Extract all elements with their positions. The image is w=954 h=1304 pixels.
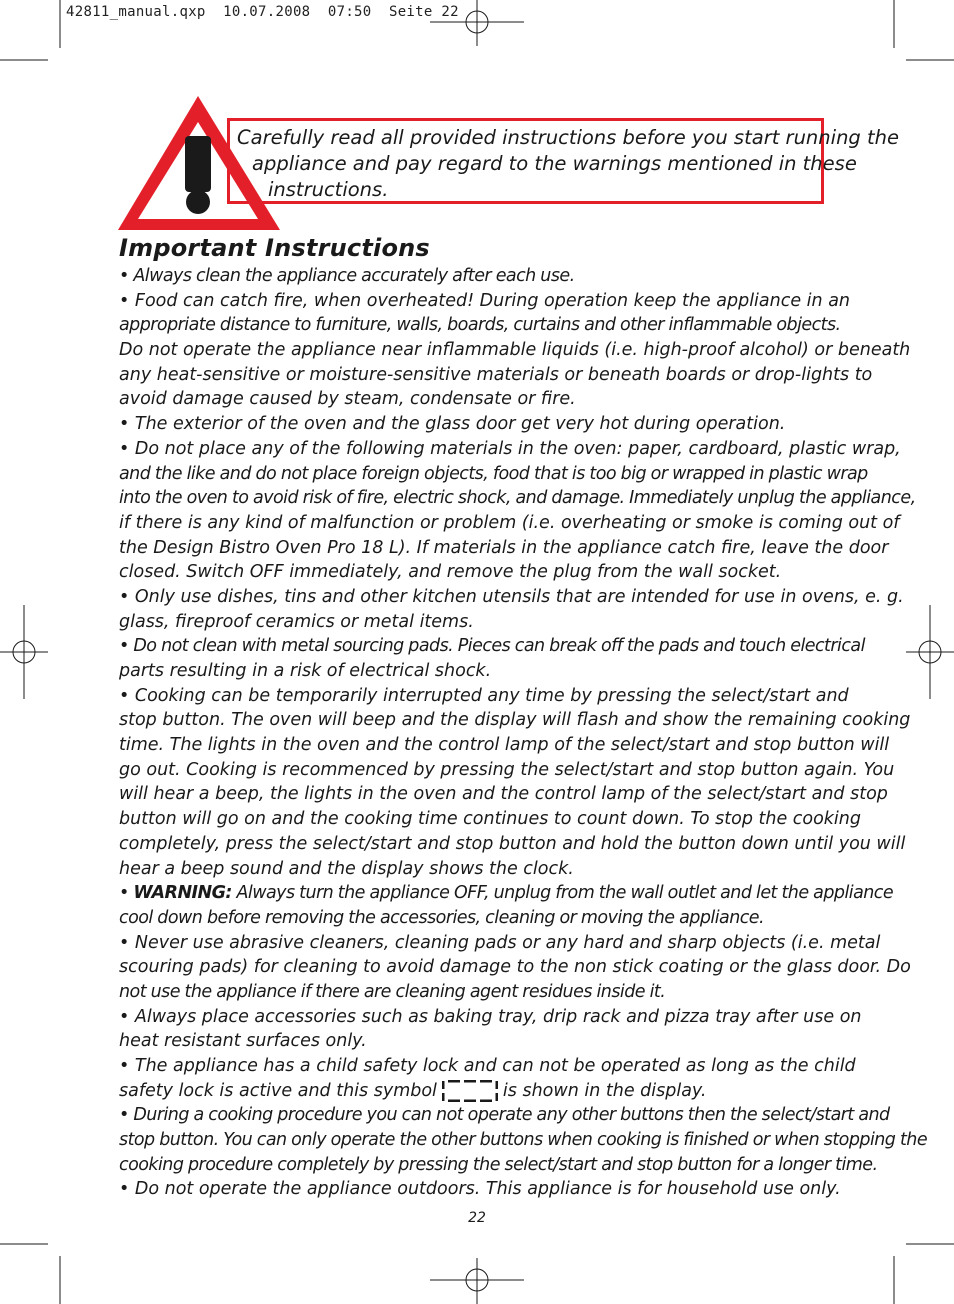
text-line: glass, fireproof ceramics or metal items. [119,611,474,632]
text-line: and the like and do not place foreign objects, food that is too big or wrapped in plastic wrap [119,463,868,484]
text-line: not use the appliance if there are cleaning agent residues inside it. [119,981,666,1002]
notice-text-line-2: appliance and pay regard to the warnings mentioned in these [252,152,857,175]
notice-text-line-1: Carefully read all provided instructions before you start running the [237,126,900,149]
text-line: • Do not clean with metal sourcing pads. Pieces can break off the pads and touch electrical [119,636,865,657]
warning-label: WARNING: [133,883,232,904]
text-line: heat resistant surfaces only. [119,1031,367,1052]
text-segment: is shown in the display. [502,1080,707,1101]
text-line: cooking procedure completely by pressing the select/start and stop button for a longer time. [119,1154,878,1175]
text-line: scouring pads) for cleaning to avoid damage to the non stick coating or the glass door. Do [119,957,911,978]
text-line: stop button. You can only operate the other buttons when cooking is finished or when stopping the [119,1130,928,1151]
text-line: time. The lights in the oven and the control lamp of the select/start and stop button will [119,735,890,756]
text-line: appropriate distance to furniture, walls, boards, curtains and other inflammable objects. [119,315,841,336]
warning-text: Always turn the appliance OFF, unplug from the wall outlet and let the appliance [231,883,894,904]
text-line: will hear a beep, the lights in the oven and the control lamp of the select/start and stop [119,784,888,805]
text-line: • The exterior of the oven and the glass door get very hot during operation. [119,414,786,435]
text-line: avoid damage caused by steam, condensate or fire. [119,389,576,410]
child-lock-symbol-icon [441,1080,499,1102]
text-line: stop button. The oven will beep and the display will flash and show the remaining cooking [119,710,911,731]
text-line: if there is any kind of malfunction or problem (i.e. overheating or smoke is coming out of [119,512,900,533]
text-line: • Food can catch fire, when overheated! During operation keep the appliance in an [119,290,851,311]
text-line-with-symbol [119,1079,836,1104]
text-line: • During a cooking procedure you can not operate any other buttons then the select/start and [119,1105,890,1126]
text-line: • Never use abrasive cleaners, cleaning pads or any hard and sharp objects (i.e. metal [119,932,881,953]
section-heading: Important Instructions [119,234,430,262]
text-line: any heat-sensitive or moisture-sensitive materials or beneath boards or drop-lights to [119,364,873,385]
text-line: go out. Cooking is recommenced by pressing the select/start and stop button again. You [119,759,895,780]
text-line: • Always place accessories such as baking tray, drip rack and pizza tray after use on [119,1006,862,1027]
text-line: completely, press the select/start and stop button and hold the button down until you will [119,833,906,854]
print-slug: 42811_manual.qxp 10.07.2008 07:50 Seite 22 [66,4,459,20]
registration-left-icon [0,605,48,699]
text-line: • Do not operate the appliance outdoors. This appliance is for household use only. [119,1179,841,1200]
bullet: • [119,883,134,904]
text-line: hear a beep sound and the display shows the clock. [119,858,574,879]
text-segment: safety lock is active and this symbol [119,1080,437,1101]
text-line: parts resulting in a risk of electrical shock. [119,661,492,681]
registration-top-icon [430,0,524,46]
instructions-body [119,264,928,1202]
text-line: Do not operate the appliance near inflammable liquids (i.e. high-proof alcohol) or beneath [119,340,911,361]
registration-right-icon [906,605,954,699]
registration-bottom-icon [430,1258,524,1304]
page-number: 22 [468,1210,486,1226]
text-line: • Do not place any of the following materials in the oven: paper, cardboard, plastic wrap, [119,438,901,459]
text-line: • Cooking can be temporarily interrupted any time by pressing the select/start and [119,685,849,706]
text-line: • The appliance has a child safety lock and can not be operated as long as the child [119,1056,856,1076]
notice-text-line-3: instructions. [268,178,389,201]
text-line: the Design Bistro Oven Pro 18 L). If materials in the appliance catch fire, leave the door [119,537,889,558]
text-line: into the oven to avoid risk of fire, electric shock, and damage. Immediately unplug the appliance, [119,488,916,509]
text-line: • Always clean the appliance accurately after each use. [119,266,575,286]
text-line: closed. Switch OFF immediately, and remove the plug from the wall socket. [119,562,782,583]
text-line: button will go on and the cooking time continues to count down. To stop the cooking [119,809,861,830]
text-line: • Only use dishes, tins and other kitchen utensils that are intended for use in ovens, e. g. [119,586,904,607]
text-line-warning [119,881,894,906]
text-line: cool down before removing the accessories, cleaning or moving the appliance. [119,907,765,928]
